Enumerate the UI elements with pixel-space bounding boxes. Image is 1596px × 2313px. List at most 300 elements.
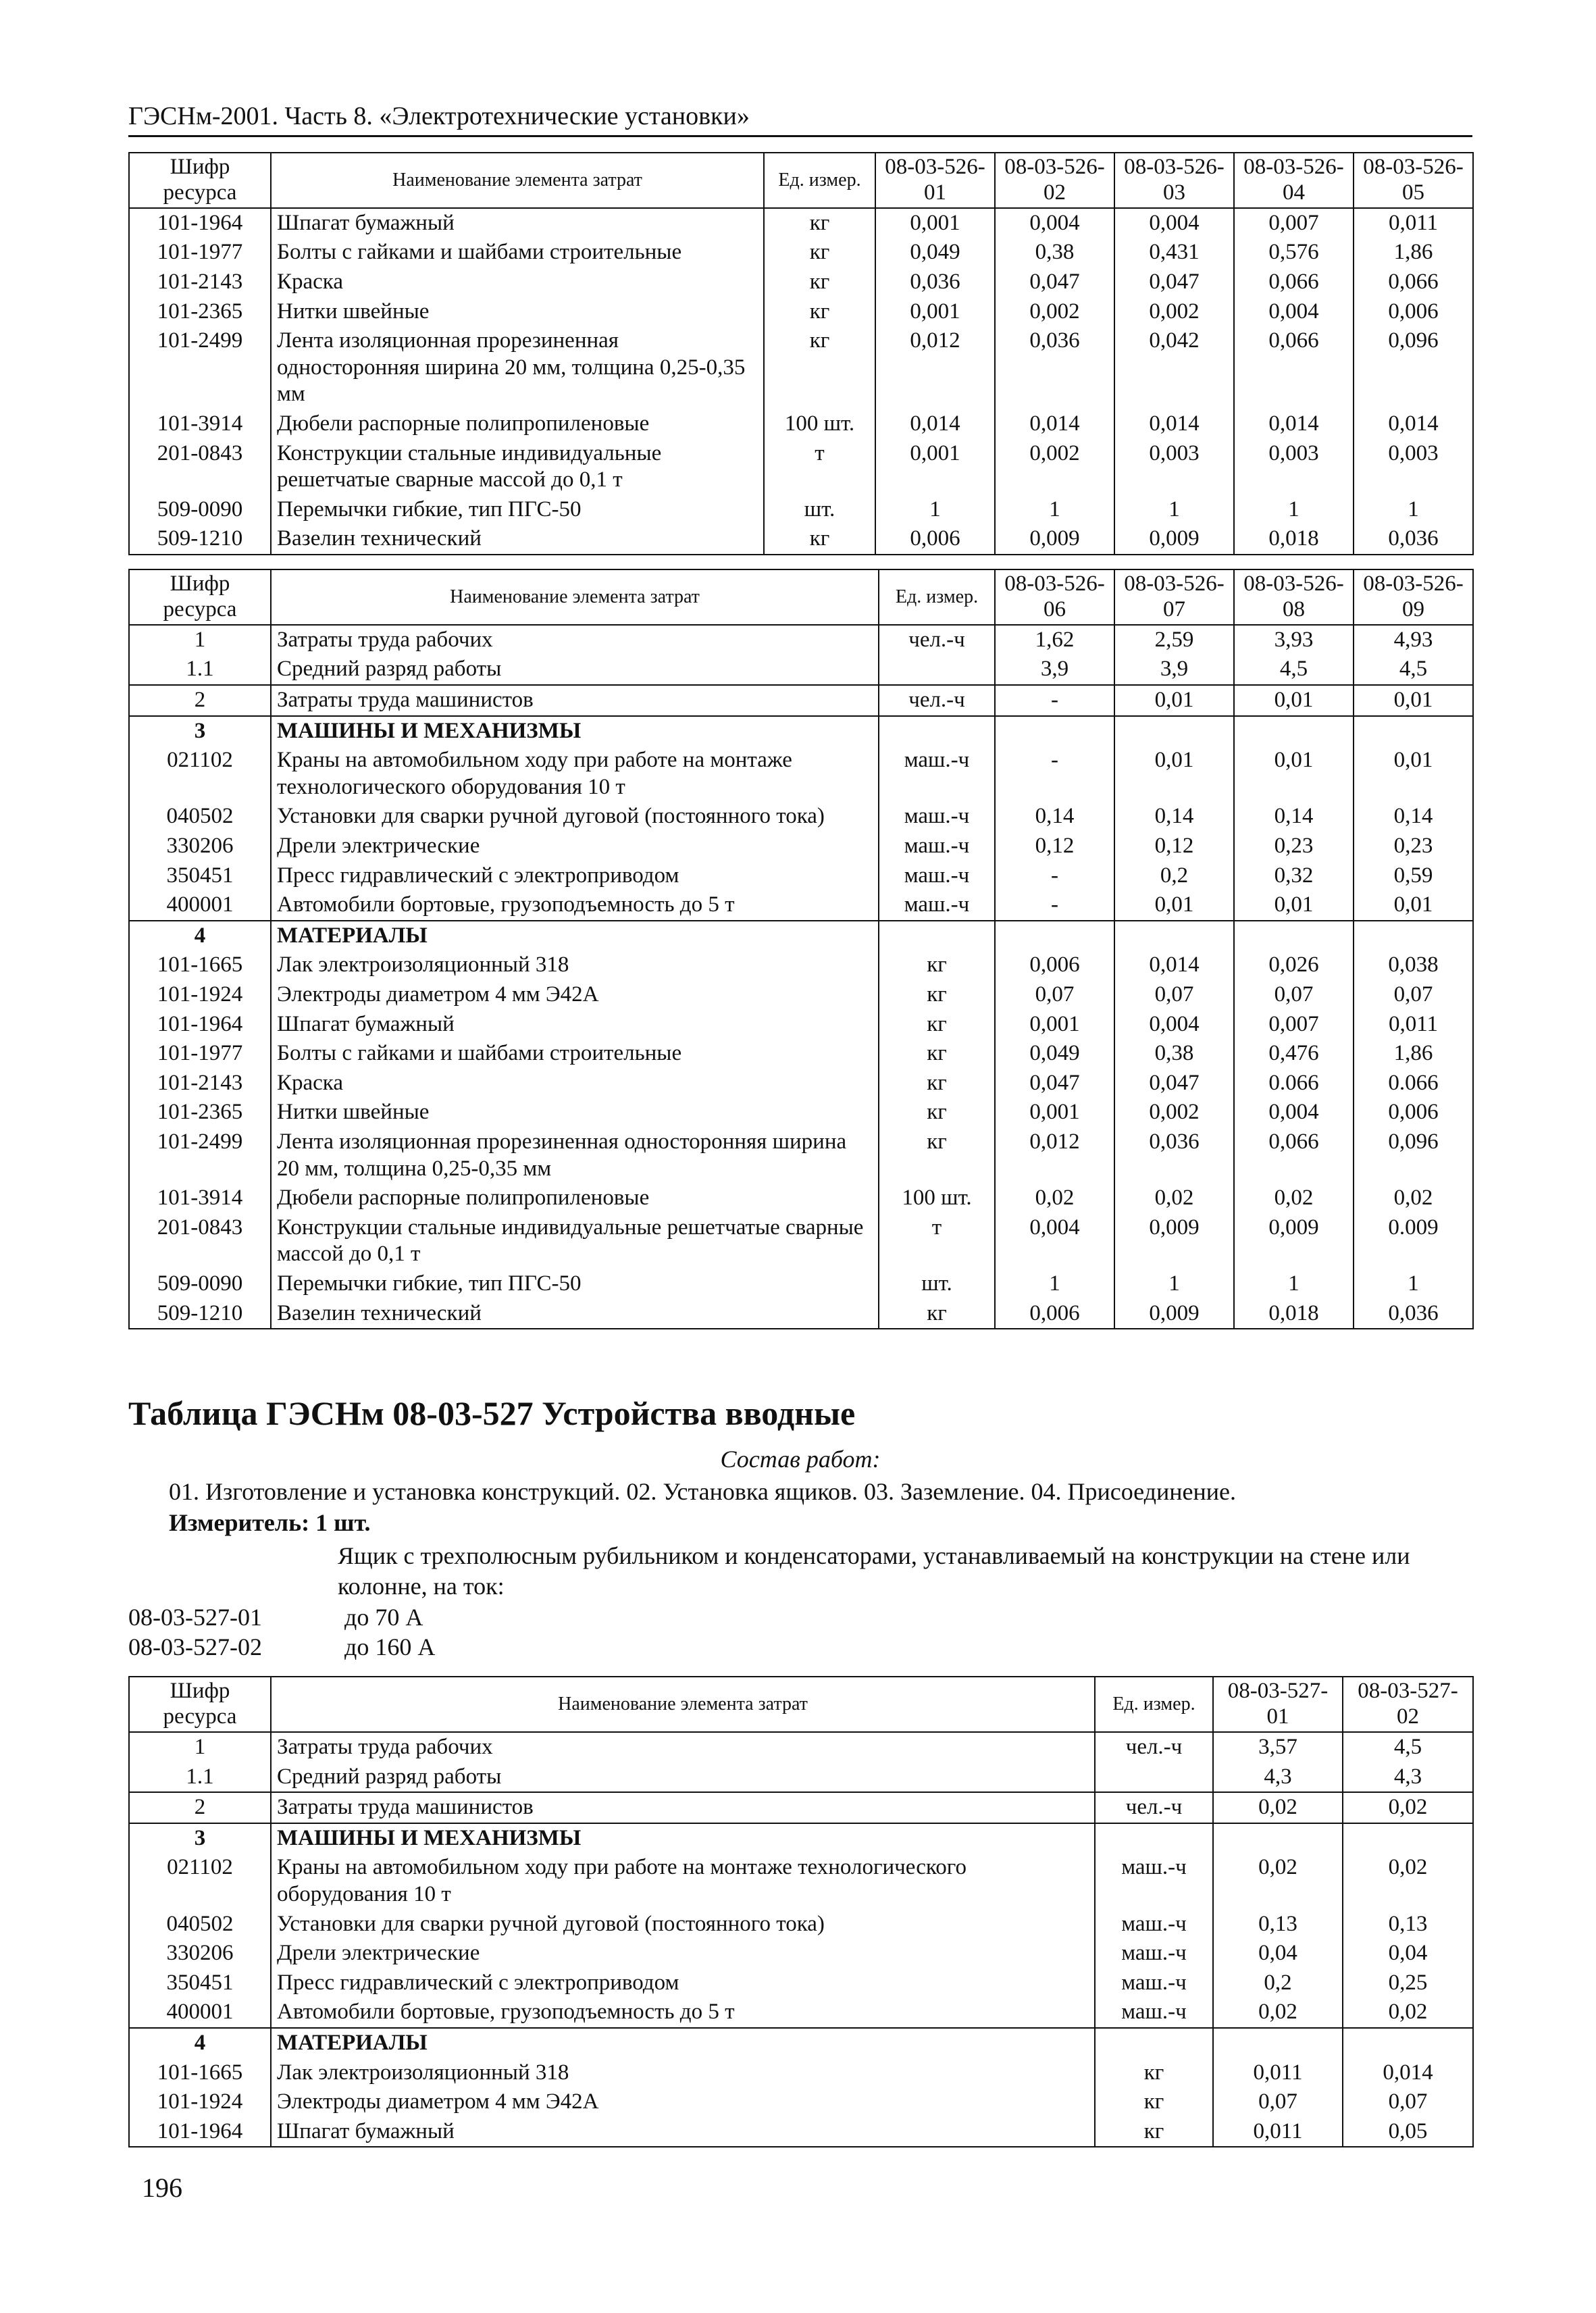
cell-value [1234,716,1354,746]
cell-value: 4,5 [1343,1732,1473,1762]
cell-code: 400001 [129,1998,271,2028]
cell-value: 0,009 [1114,524,1234,555]
cell-value: 0,001 [995,1098,1114,1127]
table-row [129,1968,1473,1998]
cell-value: 0,066 [1234,1127,1354,1184]
header-col: 08-03-527-02 [1343,1677,1473,1732]
cell-value: 0,009 [1114,1299,1234,1329]
cell-value: 0,002 [995,297,1114,327]
cell-value: 0,049 [995,1039,1114,1069]
table-row [129,980,1473,1010]
cell-value: 0,018 [1234,1299,1354,1329]
cell-value: 0,02 [1213,1853,1343,1909]
cell-value: 1,86 [1354,238,1473,268]
cell-value: 0,01 [1114,746,1234,802]
cell-name: Конструкции стальные индивидуальные решетчатые сварные массой до 0,1 т [271,439,764,495]
cell-name: Краны на автомобильном ходу при работе на монтаже технологического оборудования 10 т [271,746,879,802]
cell-value: 0,01 [1354,746,1473,802]
cell-value: 4,5 [1354,655,1473,685]
cell-value: 0,036 [1114,1127,1234,1184]
cell-code: 1 [129,625,271,655]
cell-value: 0,25 [1343,1968,1473,1998]
cell-value: 0,014 [1354,409,1473,439]
cell-value: 0,036 [1354,1299,1473,1329]
variant-row [128,1603,1472,1631]
cell-value: 0,13 [1343,1910,1473,1939]
cell-name: Болты с гайками и шайбами строительные [271,1039,879,1069]
cell-value: 0,01 [1354,685,1473,716]
cell-unit: маш.-ч [879,861,995,891]
cell-code: 330206 [129,832,271,861]
header-unit: Ед. измер. [879,569,995,625]
cell-name: Шпагат бумажный [271,1010,879,1040]
cell-code: 350451 [129,861,271,891]
cell-value: 0,14 [995,802,1114,832]
header-col: 08-03-526-08 [1234,569,1354,625]
cell-name: МАШИНЫ И МЕХАНИЗМЫ [271,716,879,746]
cell-value: 0,02 [1343,1792,1473,1823]
cell-name: Электроды диаметром 4 мм Э42А [271,2087,1095,2117]
cell-name: Установки для сварки ручной дуговой (постоянного тока) [271,1910,1095,1939]
cell-value: 0,014 [1114,950,1234,980]
cell-code: 021102 [129,746,271,802]
cell-value: 0,02 [1114,1184,1234,1213]
table-row [129,890,1473,921]
cell-value [1354,921,1473,951]
cell-value: 0,12 [1114,832,1234,861]
cell-value: 0,006 [875,524,995,555]
cell-code: 101-1665 [129,950,271,980]
cell-unit: т [879,1213,995,1269]
cell-value: 0,006 [1354,297,1473,327]
cell-value: 0,02 [995,1184,1114,1213]
cell-code: 509-0090 [129,495,271,525]
cell-value: 4,3 [1213,1762,1343,1793]
cell-value: 3,9 [1114,655,1234,685]
cell-code: 101-1977 [129,238,271,268]
cell-value: 0,004 [995,208,1114,238]
cell-value: 0,23 [1234,832,1354,861]
cell-unit: кг [1095,2087,1213,2117]
table-row [129,1010,1473,1040]
header-code: Шифр ресурса [129,153,271,208]
cell-unit: кг [879,1010,995,1040]
cell-value: 0,047 [995,1069,1114,1098]
header-name: Наименование элемента затрат [271,153,764,208]
cell-unit: кг [764,208,875,238]
table-row [129,2058,1473,2088]
cell-unit [1095,1823,1213,1854]
cell-unit: 100 шт. [879,1184,995,1213]
cell-value: 0,004 [1114,1010,1234,1040]
cell-unit: чел.-ч [879,685,995,716]
cell-value [1354,716,1473,746]
cell-value: 0,047 [995,268,1114,297]
cell-value: 0,006 [995,950,1114,980]
cell-value: 0,042 [1114,326,1234,409]
cell-code: 101-1665 [129,2058,271,2088]
cell-value: 1 [1354,495,1473,525]
table-row [129,1184,1473,1213]
cell-value: 0,011 [1354,1010,1473,1040]
cell-name: МАТЕРИАЛЫ [271,2028,1095,2058]
cell-value: 0,07 [1213,2087,1343,2117]
header-col: 08-03-526-01 [875,153,995,208]
document-page [128,101,1472,2147]
cell-unit: кг [879,1069,995,1098]
table-row [129,238,1473,268]
cell-name: Установки для сварки ручной дуговой (постоянного тока) [271,802,879,832]
header-col: 08-03-526-05 [1354,153,1473,208]
cell-unit: кг [879,1127,995,1184]
cell-code: 021102 [129,1853,271,1909]
cell-value: 0,001 [995,1010,1114,1040]
table-row [129,655,1473,685]
meter-value: 1 шт. [315,1509,371,1537]
table-row [129,1853,1473,1909]
cell-value: 0,01 [1354,890,1473,921]
cell-value [1234,921,1354,951]
cell-value: 0,07 [995,980,1114,1010]
table-body [129,625,1473,1329]
header-col: 08-03-526-07 [1114,569,1234,625]
cell-value: 0,576 [1234,238,1354,268]
cell-unit: маш.-ч [1095,1853,1213,1909]
cell-code: 4 [129,921,271,951]
cell-value [1213,2028,1343,2058]
cell-value: 0,004 [1234,1098,1354,1127]
cell-value: 0,014 [995,409,1114,439]
cell-value: 3,57 [1213,1732,1343,1762]
table-526-06-09 [128,569,1474,1329]
header-code: Шифр ресурса [129,569,271,625]
cell-unit: кг [764,268,875,297]
table-row [129,950,1473,980]
cell-name: Автомобили бортовые, грузоподъемность до 5 т [271,890,879,921]
table-row [129,625,1473,655]
cell-name: Нитки швейные [271,1098,879,1127]
cell-value: 0,001 [875,297,995,327]
cell-value: 0,014 [875,409,995,439]
table-row [129,297,1473,327]
cell-name: Перемычки гибкие, тип ПГС-50 [271,1269,879,1299]
cell-value [1114,921,1234,951]
cell-unit: кг [764,524,875,555]
variant-text: до 70 А [344,1604,423,1631]
cell-name: Средний разряд работы [271,1762,1095,1793]
cell-name: Нитки швейные [271,297,764,327]
header-code: Шифр ресурса [129,1677,271,1732]
cell-name: Пресс гидравлический с электроприводом [271,1968,1095,1998]
cell-code: 201-0843 [129,1213,271,1269]
cell-value: 0,014 [1234,409,1354,439]
table-row [129,524,1473,555]
cell-name: МАТЕРИАЛЫ [271,921,879,951]
header-unit: Ед. измер. [764,153,875,208]
table-row [129,1732,1473,1762]
cell-code: 509-1210 [129,1299,271,1329]
cell-code: 101-2499 [129,326,271,409]
cell-value: 0,476 [1234,1039,1354,1069]
cell-value: 0,011 [1213,2117,1343,2147]
cell-unit [879,716,995,746]
table-row [129,1910,1473,1939]
cell-value: 0,009 [1234,1213,1354,1269]
cell-value [1114,716,1234,746]
table-row [129,1098,1473,1127]
cell-value [1343,1823,1473,1854]
cell-value: 0,32 [1234,861,1354,891]
cell-value: 0,026 [1234,950,1354,980]
cell-code: 400001 [129,890,271,921]
cell-value: 0,011 [1213,2058,1343,2088]
header-name: Наименование элемента затрат [271,1677,1095,1732]
table-527 [128,1676,1474,2147]
table-row [129,1762,1473,1793]
cell-code: 1.1 [129,1762,271,1793]
cell-value: 0,007 [1234,208,1354,238]
cell-name: Шпагат бумажный [271,208,764,238]
cell-unit: чел.-ч [879,625,995,655]
meter-label: Измеритель: [169,1509,310,1537]
table-row [129,1939,1473,1968]
cell-unit: 100 шт. [764,409,875,439]
table-row [129,495,1473,525]
cell-unit: кг [764,238,875,268]
cell-value: 1 [1354,1269,1473,1299]
cell-code: 509-1210 [129,524,271,555]
cell-name: Болты с гайками и шайбами строительные [271,238,764,268]
cell-value: 0,007 [1234,1010,1354,1040]
cell-value: 3,9 [995,655,1114,685]
variant-description: Ящик с трехполюсным рубильником и конденсаторами, устанавливаемый на конструкции на стене или колонне, на ток: [338,1542,1410,1600]
cell-value: 0,038 [1354,950,1473,980]
variant-code: 08-03-527-01 [128,1604,262,1631]
cell-value: 0,01 [1114,890,1234,921]
cell-unit: кг [1095,2117,1213,2147]
cell-code: 2 [129,685,271,716]
cell-unit: маш.-ч [1095,1998,1213,2028]
cell-value: - [995,890,1114,921]
cell-unit: маш.-ч [879,802,995,832]
cell-value: 0,07 [1343,2087,1473,2117]
cell-value [995,716,1114,746]
cell-unit: шт. [764,495,875,525]
cell-value: 1 [1114,1269,1234,1299]
cell-value: 0,002 [995,439,1114,495]
table-row [129,2028,1473,2058]
table-row [129,1269,1473,1299]
cell-code: 101-1924 [129,2087,271,2117]
table-row [129,268,1473,297]
cell-code: 101-2365 [129,1098,271,1127]
cell-value: - [995,746,1114,802]
cell-unit [879,655,995,685]
cell-name: Затраты труда рабочих [271,625,879,655]
table-body [129,1732,1473,2147]
table-row [129,2117,1473,2147]
cell-code: 101-1964 [129,208,271,238]
cell-value: 0,006 [995,1299,1114,1329]
cell-unit: маш.-ч [879,746,995,802]
cell-value: 0,14 [1354,802,1473,832]
cell-value: 0,14 [1114,802,1234,832]
cell-name: Конструкции стальные индивидуальные решетчатые сварные массой до 0,1 т [271,1213,879,1269]
table-row [129,1792,1473,1823]
cell-unit: маш.-ч [1095,1939,1213,1968]
cell-value: 3,93 [1234,625,1354,655]
cell-name: Краны на автомобильном ходу при работе на монтаже технологического оборудования 10 т [271,1853,1095,1909]
cell-value: 1 [1234,1269,1354,1299]
cell-value: 0,096 [1354,1127,1473,1184]
cell-value: 0,047 [1114,1069,1234,1098]
cell-value: 0,13 [1213,1910,1343,1939]
cell-value: 1 [1234,495,1354,525]
cell-value: 0,011 [1354,208,1473,238]
cell-code: 101-2499 [129,1127,271,1184]
header-unit: Ед. измер. [1095,1677,1213,1732]
cell-value: 0,096 [1354,326,1473,409]
cell-code: 3 [129,716,271,746]
cell-name: Автомобили бортовые, грузоподъемность до 5 т [271,1998,1095,2028]
cell-value [995,921,1114,951]
cell-name: Дюбели распорные полипропиленовые [271,409,764,439]
cell-unit [1095,1762,1213,1793]
cell-name: Шпагат бумажный [271,2117,1095,2147]
cell-value: 0,001 [875,208,995,238]
cell-value: - [995,685,1114,716]
variant-text: до 160 А [344,1633,436,1661]
cell-value: 0,012 [995,1127,1114,1184]
table-row [129,746,1473,802]
cell-value: - [995,861,1114,891]
cell-code: 201-0843 [129,439,271,495]
cell-name: МАШИНЫ И МЕХАНИЗМЫ [271,1823,1095,1854]
cell-value: 0,014 [1343,2058,1473,2088]
table-526-01-05 [128,152,1474,555]
cell-value: 0,07 [1354,980,1473,1010]
cell-value: 0,38 [995,238,1114,268]
header-name: Наименование элемента затрат [271,569,879,625]
cell-code: 2 [129,1792,271,1823]
cell-value: 0,59 [1354,861,1473,891]
cell-value: 0,002 [1114,1098,1234,1127]
cell-value: 1,86 [1354,1039,1473,1069]
cell-value: 0.066 [1354,1069,1473,1098]
cell-value: 0,001 [875,439,995,495]
cell-code: 3 [129,1823,271,1854]
cell-value: 0,07 [1234,980,1354,1010]
cell-code: 101-2143 [129,268,271,297]
cell-unit: кг [879,1039,995,1069]
table-row [129,208,1473,238]
cell-value: 0,036 [875,268,995,297]
cell-name: Дюбели распорные полипропиленовые [271,1184,879,1213]
cell-name: Лента изоляционная прорезиненная односторонняя ширина 20 мм, толщина 0,25-0,35 мм [271,326,764,409]
cell-unit: кг [879,950,995,980]
cell-value: 4,93 [1354,625,1473,655]
cell-name: Электроды диаметром 4 мм Э42А [271,980,879,1010]
table-row [129,802,1473,832]
cell-name: Пресс гидравлический с электроприводом [271,861,879,891]
cell-code: 101-1964 [129,1010,271,1040]
cell-unit: чел.-ч [1095,1732,1213,1762]
variant-row [128,1633,1472,1661]
cell-unit [1095,2028,1213,2058]
cell-value: 4,5 [1234,655,1354,685]
cell-name: Затраты труда машинистов [271,1792,1095,1823]
cell-value: 0,04 [1213,1939,1343,1968]
cell-value: 0,07 [1114,980,1234,1010]
cell-value: 0,01 [1234,685,1354,716]
cell-code: 1 [129,1732,271,1762]
cell-unit: кг [879,980,995,1010]
cell-value: 0,066 [1234,268,1354,297]
cell-code: 101-1977 [129,1039,271,1069]
cell-value: 0,047 [1114,268,1234,297]
cell-unit: кг [764,297,875,327]
cell-value: 0.009 [1354,1213,1473,1269]
running-header: ГЭСНм-2001. Часть 8. «Электротехнические установки» [128,101,1472,137]
cell-value: 0,01 [1114,685,1234,716]
cell-value: 0,38 [1114,1039,1234,1069]
table-row [129,1823,1473,1854]
cell-value: 0,036 [1354,524,1473,555]
cell-value: 0,004 [1114,208,1234,238]
cell-value: 0,004 [1234,297,1354,327]
cell-code: 101-3914 [129,409,271,439]
table-row [129,1998,1473,2028]
cell-name: Затраты труда рабочих [271,1732,1095,1762]
cell-value: 0,003 [1354,439,1473,495]
header-col: 08-03-526-09 [1354,569,1473,625]
cell-value: 0,004 [995,1213,1114,1269]
cell-value: 0,02 [1234,1184,1354,1213]
cell-value: 0,431 [1114,238,1234,268]
work-composition-text: 01. Изготовление и установка конструкций. 02. Установка ящиков. 03. Заземление. 04. Присоединение. [169,1478,1236,1506]
cell-value: 1 [875,495,995,525]
work-composition-label: Состав работ: [720,1446,881,1473]
cell-unit: кг [764,326,875,409]
table-row [129,1213,1473,1269]
header-col: 08-03-526-02 [995,153,1114,208]
cell-code: 101-1924 [129,980,271,1010]
variant-code: 08-03-527-02 [128,1633,262,1661]
cell-value: 0,014 [1114,409,1234,439]
cell-value: 0,01 [1234,890,1354,921]
cell-unit: чел.-ч [1095,1792,1213,1823]
cell-name: Средний разряд работы [271,655,879,685]
cell-value [1213,1823,1343,1854]
cell-value: 0,2 [1114,861,1234,891]
cell-value: 0,02 [1213,1998,1343,2028]
section-title: Таблица ГЭСНм 08-03-527 Устройства вводные [128,1394,856,1433]
cell-value [1343,2028,1473,2058]
cell-value: 0,018 [1234,524,1354,555]
page-number: 196 [142,2172,182,2203]
table-row [129,832,1473,861]
cell-unit [879,921,995,951]
cell-value: 0,009 [995,524,1114,555]
cell-value: 1 [995,495,1114,525]
table-row [129,716,1473,746]
cell-name: Вазелин технический [271,524,764,555]
cell-code: 101-3914 [129,1184,271,1213]
header-col: 08-03-526-03 [1114,153,1234,208]
cell-value: 0,02 [1343,1998,1473,2028]
header-col: 08-03-526-06 [995,569,1114,625]
table-row [129,685,1473,716]
